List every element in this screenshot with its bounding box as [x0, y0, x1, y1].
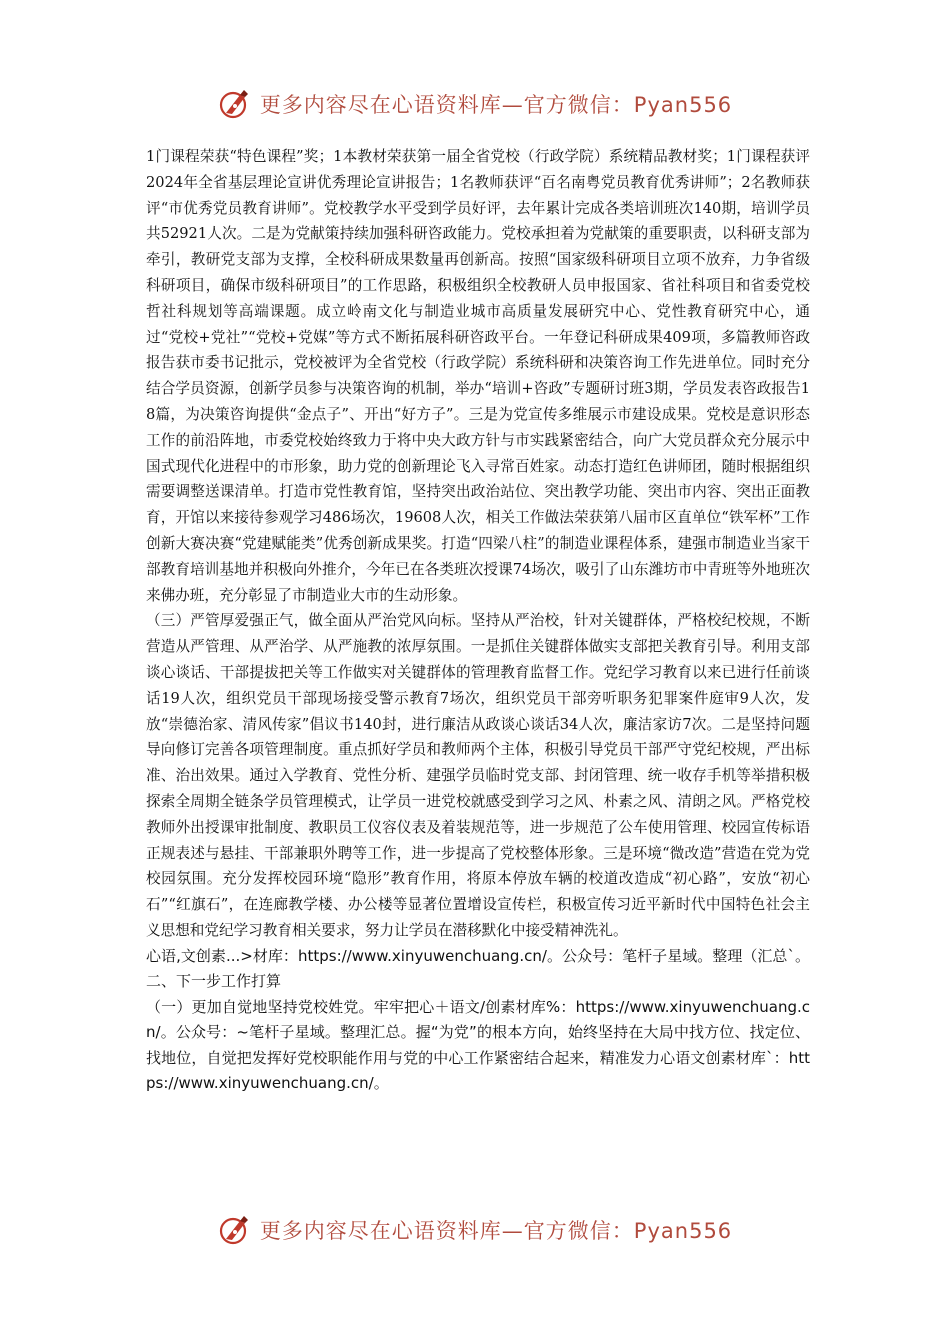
paragraph-4: （一）更加自觉地坚持党校姓党。牢牢把心＋语文/创素材库%：https://www.xinyuwenchuang.cn/。公众号：~笔杆子星域。整理汇总。握“为党”的根本方向，始终坚持在大局中找方位、找定位、找地位，自觉把发挥好党校职能作用与党的中心工作紧密结合起来，精准发力心语文创素材库`：https://www.xinyuwenchuang.cn/。 [146, 997, 810, 1093]
pen-nib-logo-icon [218, 87, 252, 121]
paragraph-3: 心语,文创素...>材库：https://www.xinyuwenchuang.cn/。公众号：笔杆子星域。整理（汇总`。二、下一步工作打算 [146, 946, 810, 991]
paragraph-1: 1门课程荣获“特色课程”奖；1本教材荣获第一届全省党校（行政学院）系统精品教材奖；1门课程获评2024年全省基层理论宣讲优秀理论宣讲报告；1名教师获评“百名南粤党员教育优秀讲师”；2名教师获评“市优秀党员教育讲师”。党校教学水平受到学员好评，去年累计完成各类培训班次140期，培训学员共52921人次。二是为党献策持续加强科研咨政能力。党校承担着为党献策的重要职责，以科研支部为牵引，教研党支部为支撑，全校科研成果数量再创新高。按照“国家级科研项目立项不放弃，力争省级科研项目，确保市级科研项目”的工作思路，积极组织全校教研人员申报国家、省社科项目和省委党校哲社科规划等高端课题。成立岭南文化与制造业城市高质量发展研究中心、党性教育研究中心，通过“党校+党社”“党校+党媒”等方式不断拓展科研咨政平台。一年登记科研成果409项，多篇教师咨政报告获市委书记批示，党校被评为全省党校（行政学院）系统科研和决策咨询工作先进单位。同时充分结合学员资源，创新学员参与决策咨询的机制，举办“培训+咨政”专题研讨班3期，学员发表咨政报告18篇，为决策咨询提供“金点子”、开出“好方子”。三是为党宣传多维展示市建设成果。党校是意识形态工作的前沿阵地，市委党校始终致力于将中央大政方针与市实践紧密结合，向广大党员群众充分展示中国式现代化进程中的市形象，助力党的创新理论飞入寻常百姓家。动态打造红色讲师团，随时根据组织需要调整送课清单。打造市党性教育馆，坚持突出政治站位、突出教学功能、突出市内容、突出正面教育，开馆以来接待参观学习486场次，19608人次，相关工作做法荣获第八届市区直单位“铁军杯”工作创新大赛决赛“党建赋能类”优秀创新成果奖。打造“四梁八柱”的制造业课程体系，建强市制造业当家干部教育培训基地并积极向外推介，今年已在各类班次授课74场次，吸引了山东潍坊市中青班等外地班次来佛办班，充分彰显了市制造业大市的生动形象。 [146, 148, 810, 604]
document-body [146, 144, 810, 1097]
header-banner [0, 82, 950, 126]
pen-nib-logo-icon [218, 1213, 252, 1247]
paragraph-2: （三）严管厚爱强正气，做全面从严治党风向标。坚持从严治校，针对关键群体，严格校纪校规，不断营造从严管理、从严治学、从严施教的浓厚氛围。一是抓住关键群体做实支部把关教育引导。利用支部谈心谈话、干部提拔把关等工作做实对关键群体的管理教育监督工作。党纪学习教育以来已进行任前谈话19人次，组织党员干部现场接受警示教育7场次，组织党员干部旁听职务犯罪案件庭审9人次，发放“崇德治家、清风传家”倡议书140封，进行廉洁从政谈心谈话34人次，廉洁家访7次。二是坚持问题导向修订完善各项管理制度。重点抓好学员和教师两个主体，积极引导党员干部严守党纪校规，严出标准、治出效果。通过入学教育、党性分析、建强学员临时党支部、封闭管理、统一收存手机等举措积极探索全周期全链条学员管理模式，让学员一进党校就感受到学习之风、朴素之风、清朗之风。严格党校教师外出授课审批制度、教职员工仪容仪表及着装规范等，进一步规范了公车使用管理、校园宣传标语正规表述与悬挂、干部兼职外聘等工作，进一步提高了党校整体形象。三是环境“微改造”营造在党为党校园氛围。充分发挥校园环境“隐形”教育作用，将原本停放车辆的校道改造成“初心路”，安放“初心石”“红旗石”，在连廊教学楼、办公楼等显著位置增设宣传栏，积极宣传习近平新时代中国特色社会主义思想和党纪学习教育相关要求，努力让学员在潜移默化中接受精神洗礼。 [146, 612, 810, 939]
footer-banner [0, 1208, 950, 1252]
header-banner-text: 更多内容尽在心语资料库—官方微信：Pyan556 [259, 93, 733, 117]
footer-banner-text: 更多内容尽在心语资料库—官方微信：Pyan556 [259, 1219, 733, 1243]
